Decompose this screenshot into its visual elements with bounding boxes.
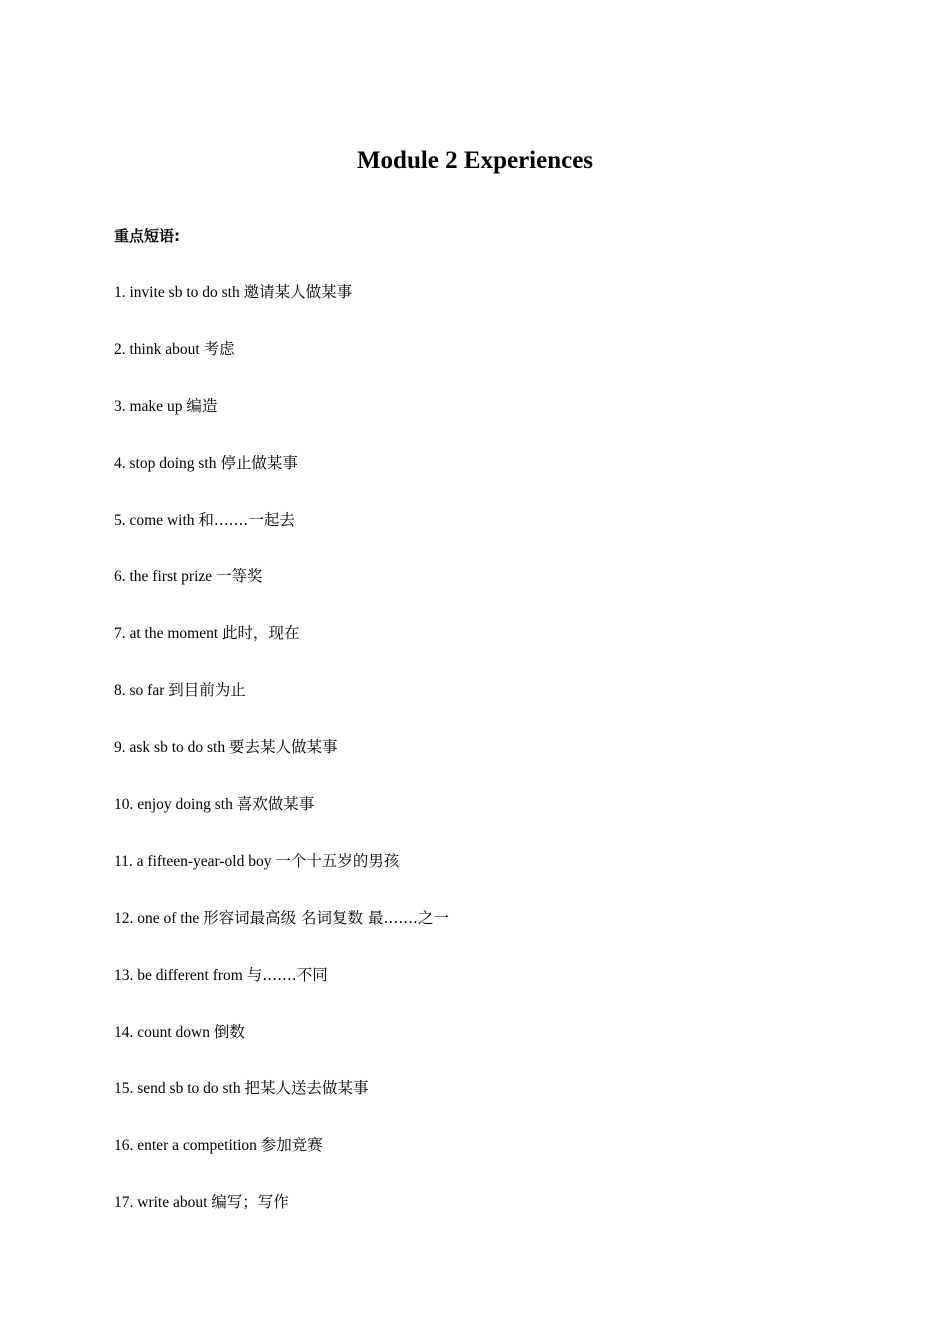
phrase-chinese: 一等奖 xyxy=(216,567,263,586)
phrase-chinese: 把某人送去做某事 xyxy=(244,1079,369,1098)
phrase-english: 12. one of the xyxy=(114,909,204,927)
phrase-chinese: 考虑 xyxy=(203,339,235,358)
phrase-chinese: 停止做某事 xyxy=(220,453,298,472)
phrase-chinese: 此时，现在 xyxy=(222,624,300,643)
phrase-english: 5. come with xyxy=(114,511,199,529)
phrase-chinese: 编造 xyxy=(186,396,218,415)
page-title: Module 2 Experiences xyxy=(356,147,594,174)
section-heading: 重点短语: xyxy=(114,227,180,245)
phrase-english: 7. at the moment xyxy=(114,625,223,643)
phrase-english: 13. be different from xyxy=(114,966,247,984)
list-item xyxy=(114,849,449,906)
list-item xyxy=(114,337,449,394)
list-item xyxy=(114,394,449,451)
phrase-english: 2. think about xyxy=(114,340,204,358)
list-item xyxy=(114,508,449,565)
phrase-english: 1. invite sb to do sth xyxy=(114,284,244,301)
list-item xyxy=(114,1020,449,1077)
list-item xyxy=(114,963,449,1020)
list-item xyxy=(114,678,449,735)
phrase-english: 11. a fifteen-year-old boy xyxy=(114,852,276,870)
list-item xyxy=(114,1190,449,1247)
phrase-english: 17. write about xyxy=(114,1194,212,1212)
phrase-chinese: 倒数 xyxy=(213,1022,245,1041)
phrase-chinese: 要去某人做某事 xyxy=(228,738,338,757)
phrase-list xyxy=(114,280,449,1247)
phrase-chinese: 形容词最高级 名词复数 最.......之一 xyxy=(203,908,449,927)
phrase-chinese: 喜欢做某事 xyxy=(236,795,315,814)
phrase-english: 9. ask sb to do sth xyxy=(114,739,229,757)
phrase-chinese: 一个十五岁的男孩 xyxy=(275,851,400,870)
phrase-chinese: 编写；写作 xyxy=(211,1193,289,1212)
list-item xyxy=(114,280,449,337)
list-item xyxy=(114,792,449,849)
phrase-english: 16. enter a competition xyxy=(114,1137,261,1155)
list-item xyxy=(114,564,449,621)
list-item xyxy=(114,1076,449,1133)
phrase-english: 6. the first prize xyxy=(114,568,217,586)
phrase-english: 8. so far xyxy=(114,682,169,700)
phrase-english: 15. send sb to do sth xyxy=(114,1080,245,1098)
phrase-english: 4. stop doing sth xyxy=(114,454,221,472)
phrase-english: 3. make up xyxy=(114,397,187,415)
phrase-chinese: 参加竞赛 xyxy=(260,1136,323,1155)
list-item xyxy=(114,621,449,678)
list-item xyxy=(114,1133,449,1190)
phrase-english: 10. enjoy doing sth xyxy=(114,796,237,814)
list-item xyxy=(114,735,449,792)
phrase-chinese: 和.......一起去 xyxy=(198,510,295,529)
phrase-chinese: 到目前为止 xyxy=(168,681,246,700)
phrase-english: 14. count down xyxy=(114,1023,214,1041)
phrase-chinese: 与.......不同 xyxy=(246,965,328,984)
list-item xyxy=(114,906,449,963)
list-item xyxy=(114,451,449,508)
phrase-chinese: 邀请某人做某事 xyxy=(243,283,353,301)
